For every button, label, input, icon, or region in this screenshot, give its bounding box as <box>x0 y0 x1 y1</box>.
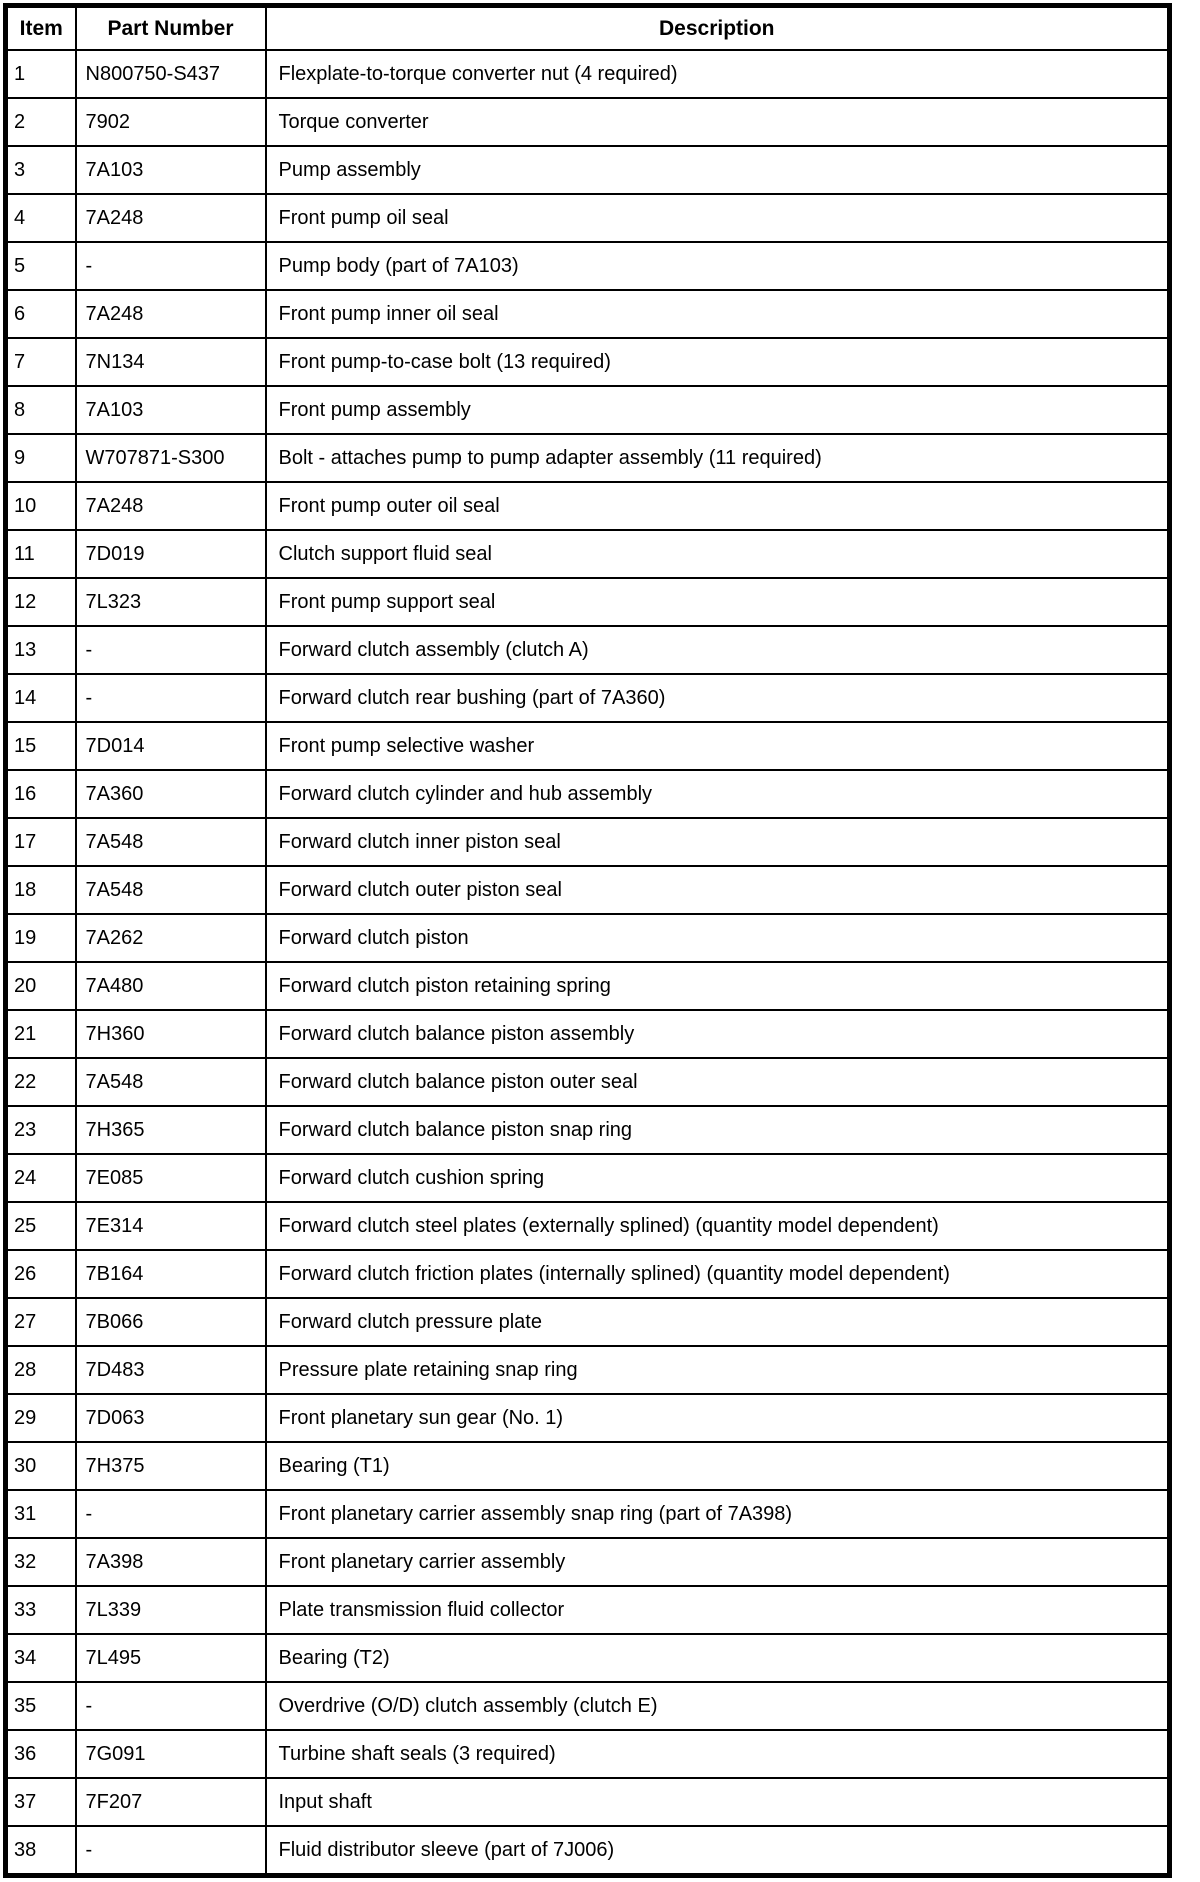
item-cell: 8 <box>6 386 76 434</box>
part-number-cell: - <box>76 674 266 722</box>
part-number-cell: 7A548 <box>76 1058 266 1106</box>
description-cell: Front pump inner oil seal <box>266 290 1170 338</box>
table-row <box>6 674 1170 722</box>
table-row <box>6 50 1170 98</box>
description-cell: Front planetary carrier assembly <box>266 1538 1170 1586</box>
description-cell: Pressure plate retaining snap ring <box>266 1346 1170 1394</box>
description-cell: Front pump-to-case bolt (13 required) <box>266 338 1170 386</box>
part-number-cell: 7A548 <box>76 866 266 914</box>
part-number-cell: - <box>76 1682 266 1730</box>
part-number-cell: 7902 <box>76 98 266 146</box>
description-cell: Input shaft <box>266 1778 1170 1826</box>
item-cell: 18 <box>6 866 76 914</box>
table-row <box>6 1538 1170 1586</box>
item-cell: 3 <box>6 146 76 194</box>
description-cell: Bearing (T2) <box>266 1634 1170 1682</box>
part-number-cell: - <box>76 1826 266 1876</box>
table-row <box>6 866 1170 914</box>
description-cell: Front pump oil seal <box>266 194 1170 242</box>
description-cell: Bearing (T1) <box>266 1442 1170 1490</box>
description-cell: Forward clutch balance piston snap ring <box>266 1106 1170 1154</box>
table-row <box>6 386 1170 434</box>
description-cell: Flexplate-to-torque converter nut (4 required) <box>266 50 1170 98</box>
item-cell: 21 <box>6 1010 76 1058</box>
item-cell: 14 <box>6 674 76 722</box>
table-row <box>6 1106 1170 1154</box>
description-cell: Front pump support seal <box>266 578 1170 626</box>
part-number-cell: 7A103 <box>76 386 266 434</box>
part-number-cell: 7H365 <box>76 1106 266 1154</box>
item-cell: 15 <box>6 722 76 770</box>
table-row <box>6 914 1170 962</box>
item-cell: 2 <box>6 98 76 146</box>
table-row <box>6 770 1170 818</box>
part-number-cell: 7D483 <box>76 1346 266 1394</box>
description-cell: Forward clutch friction plates (internally splined) (quantity model dependent) <box>266 1250 1170 1298</box>
table-row <box>6 1202 1170 1250</box>
item-cell: 25 <box>6 1202 76 1250</box>
description-cell: Torque converter <box>266 98 1170 146</box>
item-cell: 9 <box>6 434 76 482</box>
part-number-cell: 7L339 <box>76 1586 266 1634</box>
description-cell: Forward clutch piston <box>266 914 1170 962</box>
description-cell: Forward clutch balance piston outer seal <box>266 1058 1170 1106</box>
item-cell: 32 <box>6 1538 76 1586</box>
parts-table <box>3 3 1172 1878</box>
part-number-cell: 7D014 <box>76 722 266 770</box>
table-row <box>6 1730 1170 1778</box>
part-number-cell: 7A103 <box>76 146 266 194</box>
item-cell: 33 <box>6 1586 76 1634</box>
description-cell: Forward clutch steel plates (externally splined) (quantity model dependent) <box>266 1202 1170 1250</box>
table-row <box>6 1058 1170 1106</box>
part-number-cell: N800750-S437 <box>76 50 266 98</box>
table-row <box>6 1346 1170 1394</box>
part-number-cell: 7L495 <box>76 1634 266 1682</box>
part-number-cell: 7B066 <box>76 1298 266 1346</box>
description-cell: Forward clutch cylinder and hub assembly <box>266 770 1170 818</box>
part-number-cell: 7A360 <box>76 770 266 818</box>
parts-table-body <box>6 50 1170 1876</box>
table-row <box>6 722 1170 770</box>
item-cell: 5 <box>6 242 76 290</box>
description-cell: Front planetary carrier assembly snap ring (part of 7A398) <box>266 1490 1170 1538</box>
part-number-cell: 7A262 <box>76 914 266 962</box>
table-row <box>6 482 1170 530</box>
part-number-cell: 7E085 <box>76 1154 266 1202</box>
description-cell: Forward clutch outer piston seal <box>266 866 1170 914</box>
table-row <box>6 1250 1170 1298</box>
item-cell: 27 <box>6 1298 76 1346</box>
col-header-item: Item <box>6 6 76 51</box>
part-number-cell: - <box>76 626 266 674</box>
description-cell: Front pump selective washer <box>266 722 1170 770</box>
part-number-cell: 7A548 <box>76 818 266 866</box>
part-number-cell: 7D063 <box>76 1394 266 1442</box>
item-cell: 11 <box>6 530 76 578</box>
part-number-cell: 7F207 <box>76 1778 266 1826</box>
table-row <box>6 626 1170 674</box>
item-cell: 6 <box>6 290 76 338</box>
table-row <box>6 530 1170 578</box>
item-cell: 29 <box>6 1394 76 1442</box>
part-number-cell: 7A480 <box>76 962 266 1010</box>
part-number-cell: 7L323 <box>76 578 266 626</box>
table-row <box>6 146 1170 194</box>
table-row <box>6 1010 1170 1058</box>
item-cell: 26 <box>6 1250 76 1298</box>
table-row <box>6 1154 1170 1202</box>
part-number-cell: 7A248 <box>76 482 266 530</box>
table-row <box>6 1298 1170 1346</box>
part-number-cell: 7D019 <box>76 530 266 578</box>
description-cell: Plate transmission fluid collector <box>266 1586 1170 1634</box>
part-number-cell: - <box>76 1490 266 1538</box>
table-row <box>6 1490 1170 1538</box>
item-cell: 13 <box>6 626 76 674</box>
table-row <box>6 1442 1170 1490</box>
item-cell: 24 <box>6 1154 76 1202</box>
part-number-cell: 7H360 <box>76 1010 266 1058</box>
item-cell: 23 <box>6 1106 76 1154</box>
header-row <box>6 6 1170 51</box>
col-header-part-number: Part Number <box>76 6 266 51</box>
table-row <box>6 242 1170 290</box>
table-row <box>6 434 1170 482</box>
table-row <box>6 578 1170 626</box>
description-cell: Front planetary sun gear (No. 1) <box>266 1394 1170 1442</box>
table-row <box>6 1778 1170 1826</box>
table-row <box>6 818 1170 866</box>
description-cell: Front pump outer oil seal <box>266 482 1170 530</box>
item-cell: 35 <box>6 1682 76 1730</box>
item-cell: 12 <box>6 578 76 626</box>
part-number-cell: 7H375 <box>76 1442 266 1490</box>
item-cell: 38 <box>6 1826 76 1876</box>
table-row <box>6 1634 1170 1682</box>
part-number-cell: - <box>76 242 266 290</box>
part-number-cell: 7E314 <box>76 1202 266 1250</box>
item-cell: 7 <box>6 338 76 386</box>
col-header-description: Description <box>266 6 1170 51</box>
table-row <box>6 962 1170 1010</box>
item-cell: 1 <box>6 50 76 98</box>
item-cell: 19 <box>6 914 76 962</box>
description-cell: Forward clutch rear bushing (part of 7A360) <box>266 674 1170 722</box>
part-number-cell: 7N134 <box>76 338 266 386</box>
item-cell: 28 <box>6 1346 76 1394</box>
table-row <box>6 1682 1170 1730</box>
description-cell: Forward clutch balance piston assembly <box>266 1010 1170 1058</box>
description-cell: Forward clutch pressure plate <box>266 1298 1170 1346</box>
description-cell: Turbine shaft seals (3 required) <box>266 1730 1170 1778</box>
part-number-cell: 7G091 <box>76 1730 266 1778</box>
item-cell: 22 <box>6 1058 76 1106</box>
part-number-cell: W707871-S300 <box>76 434 266 482</box>
description-cell: Bolt - attaches pump to pump adapter assembly (11 required) <box>266 434 1170 482</box>
table-row <box>6 1394 1170 1442</box>
item-cell: 37 <box>6 1778 76 1826</box>
part-number-cell: 7A248 <box>76 194 266 242</box>
description-cell: Fluid distributor sleeve (part of 7J006) <box>266 1826 1170 1876</box>
description-cell: Forward clutch inner piston seal <box>266 818 1170 866</box>
item-cell: 16 <box>6 770 76 818</box>
description-cell: Front pump assembly <box>266 386 1170 434</box>
description-cell: Forward clutch assembly (clutch A) <box>266 626 1170 674</box>
part-number-cell: 7B164 <box>76 1250 266 1298</box>
item-cell: 30 <box>6 1442 76 1490</box>
table-row <box>6 194 1170 242</box>
description-cell: Forward clutch cushion spring <box>266 1154 1170 1202</box>
item-cell: 34 <box>6 1634 76 1682</box>
table-row <box>6 338 1170 386</box>
part-number-cell: 7A398 <box>76 1538 266 1586</box>
item-cell: 20 <box>6 962 76 1010</box>
item-cell: 31 <box>6 1490 76 1538</box>
table-row <box>6 1826 1170 1876</box>
table-row <box>6 290 1170 338</box>
item-cell: 4 <box>6 194 76 242</box>
item-cell: 17 <box>6 818 76 866</box>
item-cell: 10 <box>6 482 76 530</box>
description-cell: Overdrive (O/D) clutch assembly (clutch E) <box>266 1682 1170 1730</box>
description-cell: Pump body (part of 7A103) <box>266 242 1170 290</box>
table-row <box>6 1586 1170 1634</box>
description-cell: Clutch support fluid seal <box>266 530 1170 578</box>
part-number-cell: 7A248 <box>76 290 266 338</box>
item-cell: 36 <box>6 1730 76 1778</box>
description-cell: Pump assembly <box>266 146 1170 194</box>
description-cell: Forward clutch piston retaining spring <box>266 962 1170 1010</box>
table-row <box>6 98 1170 146</box>
